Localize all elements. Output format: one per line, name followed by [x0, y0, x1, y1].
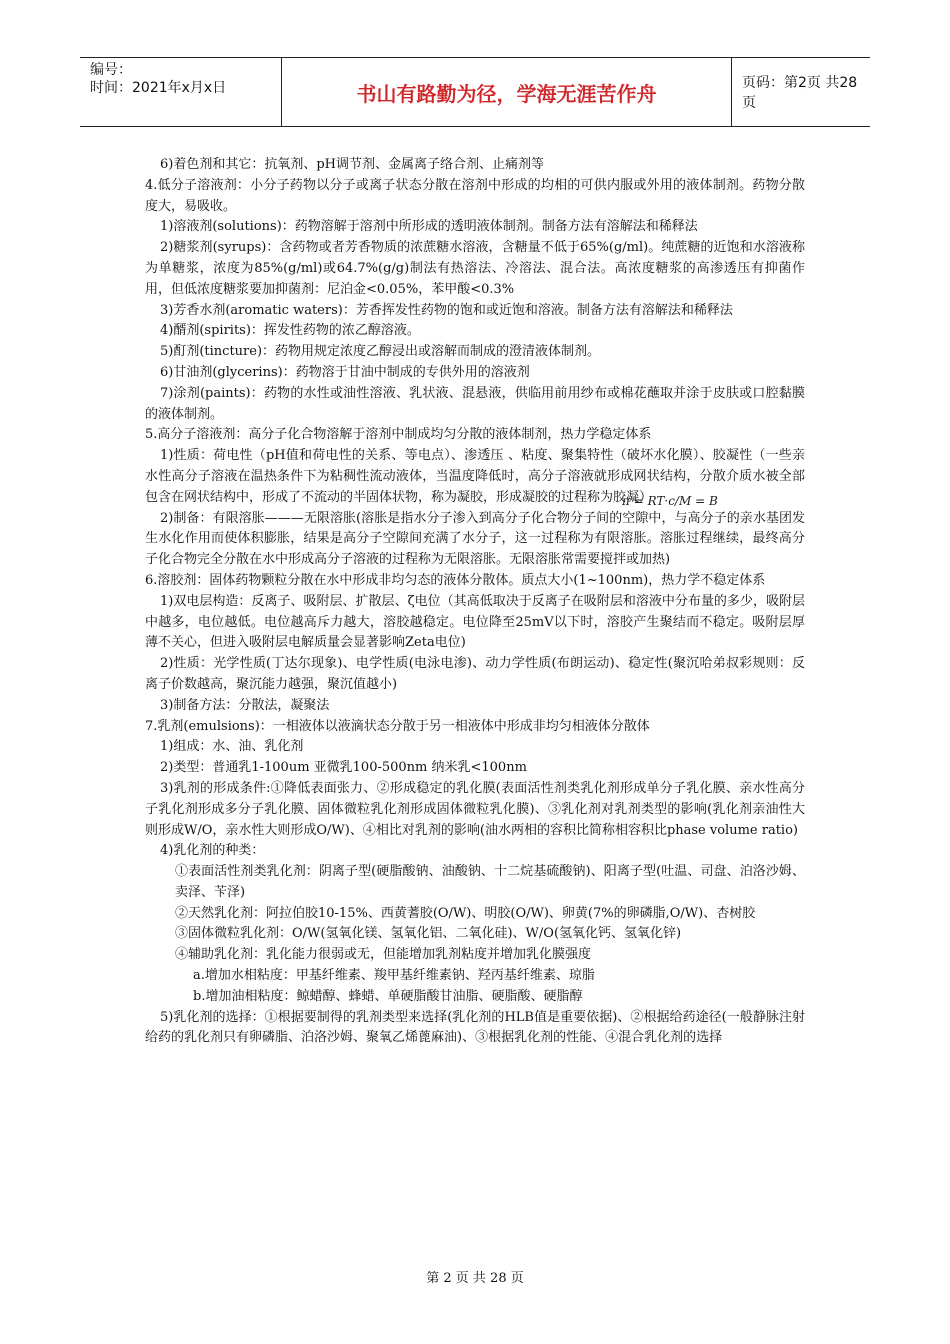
paragraph: 5)酊剂(tincture)：药物用规定浓度乙醇浸出或溶解而制成的澄清液体制剂。 — [160, 344, 601, 360]
paragraph: ④辅助乳化剂：乳化能力很弱或无，但能增加乳剂粘度并增加乳化膜强度 — [175, 947, 592, 963]
paragraph: 6)甘油剂(glycerins)：药物溶于甘油中制成的专供外用的溶液剂 — [160, 364, 530, 380]
section-heading: 7.乳剂(emulsions)：一相液体以液滴状态分散于另一相液体中形成非均匀相液体分散体 — [145, 718, 650, 734]
paragraph: 6)着色剂和其它：抗氧剂、pH调节剂、金属离子络合剂、止痛剂等 — [160, 157, 545, 172]
paragraph: ③固体微粒乳化剂：O/W(氢氧化镁、氢氧化铝、二氧化硅)、W/O(氢氧化钙、氢氧化锌) — [175, 926, 682, 942]
paragraph: 3)乳剂的形成条件:①降低表面张力、②形成稳定的乳化膜(表面活性剂类乳化剂形成单分子乳化膜、亲水性高分子乳化剂形成多分子乳化膜、固体微粒乳化剂形成固体微粒乳化膜)、③乳化剂对乳剂类型的影响(乳化剂亲油性大则形成W/O，亲水性大则形成O/W)、④相比对乳剂的影响(油水两相的容积比简称相容积比phase volume ratio) — [145, 780, 805, 838]
paragraph: ②天然乳化剂：阿拉伯胶10-15%、西黄蓍胶(O/W)、明胶(O/W)、卵黄(7%的卵磷脂,O/W)、杏树胶 — [175, 905, 756, 921]
paragraph: 1)溶液剂(solutions)：药物溶解于溶剂中所形成的透明液体制剂。制备方法有溶解法和稀释法 — [160, 219, 698, 235]
section-heading: 4.低分子溶液剂：小分子药物以分子或离子状态分散在溶剂中形成的均相的可供内服或外用的液体制剂。药物分散度大，易吸收。 — [145, 177, 805, 214]
paragraph: 3)制备方法：分散法，凝聚法 — [160, 697, 330, 713]
paragraph: 4)乳化剂的种类： — [160, 843, 265, 859]
paragraph: 2)性质：光学性质(丁达尔现象)、电学性质(电泳电渗)、动力学性质(布朗运动)、稳定性(聚沉哈弟叔彩规则：反离子价数越高，聚沉能力越强，聚沉值越小) — [145, 656, 805, 692]
page-header — [80, 57, 870, 127]
paragraph: 1)双电层构造：反离子、吸附层、扩散层、ζ电位（其高低取决于反离子在吸附层和溶液中分布量的多少，吸附层中越多，电位越低。电位越高斥力越大，溶胶越稳定。电位降至25mV以下时，溶胶产生聚结而不稳定。吸附层厚薄不关心，但进入吸附层电解质量会显著影响Zeta电位) — [145, 593, 805, 651]
paragraph: 7)涂剂(paints)：药物的水性或油性溶液、乳状液、混悬液，供临用前用纱布或棉花蘸取并涂于皮肤或口腔黏膜的液体制剂。 — [145, 385, 805, 422]
paragraph: b.增加油相粘度：鲸蜡醇、蜂蜡、单硬脂酸甘油脂、硬脂酸、硬脂醇 — [193, 988, 583, 1004]
paragraph: 4)醑剂(spirits)：挥发性药物的浓乙醇溶液。 — [160, 323, 420, 339]
paragraph: 2)糖浆剂(syrups)：含药物或者芳香物质的浓蔗糖水溶液，含糖量不低于65%(g/ml)。纯蔗糖的近饱和水溶液称为单糖浆，浓度为85%(g/ml)或64.7%(g/g)制法有热溶法、冷溶法、混合法。高浓度糖浆的高渗透压有抑菌作用，但低浓度糖浆要加抑菌剂：尼泊金<0.05%，苯甲酸<0.3% — [145, 240, 805, 297]
paragraph: 1)性质：荷电性（pH值和荷电性的关系、等电点）、渗透压 、粘度、聚集特性（破坏水化膜）、胶凝性（一些亲水性高分子溶液在温热条件下为粘稠性流动液体，当温度降低时，高分子溶液就形成网状结构，分散介质水被全部包含在网状结构中，形成了不流动的半固体状物，称为凝胶，形成凝胶的过程称为胶凝） — [145, 448, 805, 505]
paragraph: 3)芳香水剂(aromatic waters)：芳香挥发性药物的饱和或近饱和溶液。制备方法有溶解法和稀释法 — [160, 302, 733, 318]
paragraph: 5)乳化剂的选择：①根据要制得的乳剂类型来选择(乳化剂的HLB值是重要依据)、②根据给药途径(一般静脉注射给药的乳化剂只有卵磷脂、泊洛沙姆、聚氧乙烯蓖麻油)、③根据乳化剂的性能、④混合乳化剂的选择 — [145, 1009, 805, 1046]
date-label: 时间：2021年x月x日 — [90, 80, 227, 96]
osmotic-pressure-formula: π = RT·c/M = B — [622, 494, 718, 508]
page-footer: 第 2 页 共 28 页 — [426, 1271, 524, 1286]
header-page-info: 页码：第2页 共28页 — [742, 75, 858, 111]
paragraph: 2)类型：普通乳1-100um 亚微乳100-500nm 纳米乳<100nm — [160, 760, 527, 776]
document-body — [145, 155, 805, 1049]
header-motto: 书山有路勤为径，学海无涯苦作舟 — [282, 58, 732, 126]
paragraph: 2)制备：有限溶胀———无限溶胀(溶胀是指水分子渗入到高分子化合物分子间的空隙中，与高分子的亲水基团发生水化作用而使体积膨胀，结果是高分子空隙间充满了水分子，这一过程称为有限溶胀。溶胀过程继续，最终高分子化合物完全分散在水中形成高分子溶液的过程称为无限溶胀。无限溶胀常需要搅拌或加热) — [145, 510, 805, 568]
serial-label: 编号： — [90, 62, 132, 78]
paragraph: 1)组成：水、油、乳化剂 — [160, 739, 304, 755]
section-heading: 6.溶胶剂：固体药物颗粒分散在水中形成非均匀态的液体分散体。质点大小(1~100nm)，热力学不稳定体系 — [145, 572, 766, 588]
header-meta — [80, 58, 282, 126]
paragraph: ①表面活性剂类乳化剂：阴离子型(硬脂酸钠、油酸钠、十二烷基硫酸钠)、阳离子型(吐温、司盘、泊洛沙姆、卖泽、苄泽) — [175, 864, 805, 900]
section-heading: 5.高分子溶液剂：高分子化合物溶解于溶剂中制成均匀分散的液体制剂，热力学稳定体系 — [145, 427, 652, 443]
paragraph: a.增加水相粘度：甲基纤维素、羧甲基纤维素钠、羟丙基纤维素、琼脂 — [193, 968, 595, 984]
